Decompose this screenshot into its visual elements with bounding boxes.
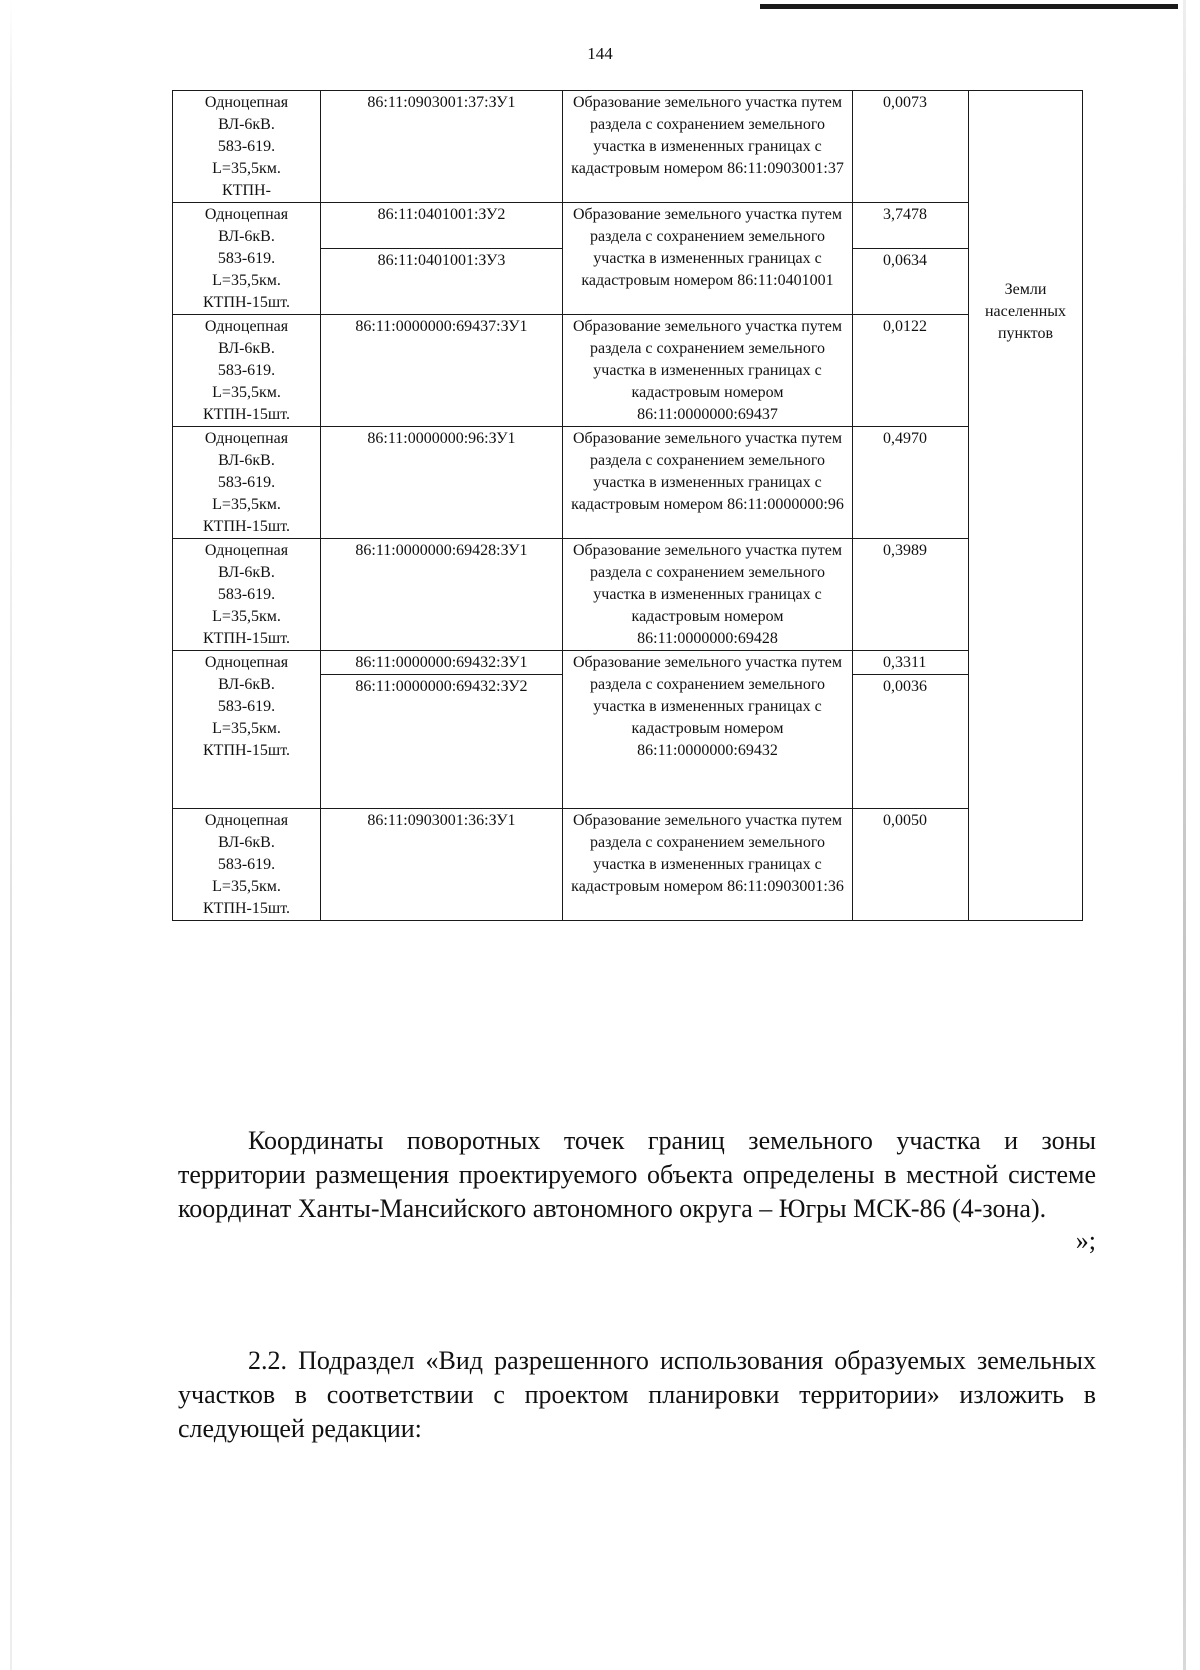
- plot-area-cell: 0,0634: [853, 249, 969, 315]
- table-row: [173, 315, 1083, 427]
- table-row: [173, 809, 1083, 921]
- object-cell: Одноцепная ВЛ-6кВ. 583-619. L=35,5км. КТПН-15шт.: [173, 427, 321, 539]
- scan-edge-right: [1183, 0, 1186, 1670]
- plot-area-cell: 0,3311: [853, 651, 969, 675]
- plot-number-cell: 86:11:0401001:ЗУ2: [321, 203, 563, 249]
- land-category-cell: Земли населенных пунктов: [969, 91, 1083, 921]
- plot-number-cell: 86:11:0401001:ЗУ3: [321, 249, 563, 315]
- table-row: [173, 651, 1083, 675]
- plot-number-cell: 86:11:0000000:69437:ЗУ1: [321, 315, 563, 427]
- object-cell: Одноцепная ВЛ-6кВ. 583-619. L=35,5км. КТПН-15шт.: [173, 203, 321, 315]
- plot-area-cell: 0,0036: [853, 675, 969, 809]
- formation-method-cell: Образование земельного участка путем раздела с сохранением земельного участка в измененных границах с кадастровым номером 86:11:0903001:36: [563, 809, 853, 921]
- page-number: 144: [587, 44, 613, 63]
- subsection-2-2-paragraph: 2.2. Подраздел «Вид разрешенного использования образуемых земельных участков в соответствии с проектом планировки территории» изложить в следующей редакции:: [178, 1346, 1096, 1443]
- formation-method-cell: Образование земельного участка путем раздела с сохранением земельного участка в измененных границах с кадастровым номером 86:11:0000000:69437: [563, 315, 853, 427]
- plot-number-cell: 86:11:0000000:69432:ЗУ2: [321, 675, 563, 809]
- plot-area-cell: 0,4970: [853, 427, 969, 539]
- table-row: [173, 203, 1083, 249]
- formation-method-cell: Образование земельного участка путем раздела с сохранением земельного участка в измененных границах с кадастровым номером 86:11:0401001: [563, 203, 853, 315]
- plot-area-cell: 0,0073: [853, 91, 969, 203]
- table-row: [173, 427, 1083, 539]
- object-cell: Одноцепная ВЛ-6кВ. 583-619. L=35,5км. КТПН-15шт.: [173, 315, 321, 427]
- top-rule: [760, 4, 1178, 9]
- plot-area-cell: 0,3989: [853, 539, 969, 651]
- table-row: [173, 539, 1083, 651]
- plot-area-cell: 3,7478: [853, 203, 969, 249]
- coordinates-paragraph: Координаты поворотных точек границ земельного участка и зоны территории размещения проектируемого объекта определены в местной системе координат Ханты-Мансийского автономного округа – Югры МСК-86 (4-зона).: [178, 1126, 1096, 1223]
- land-plots-table: [172, 90, 1083, 921]
- table-row: [173, 91, 1083, 203]
- formation-method-cell: Образование земельного участка путем раздела с сохранением земельного участка в измененных границах с кадастровым номером 86:11:0000000:69432: [563, 651, 853, 809]
- plot-number-cell: 86:11:0000000:69432:ЗУ1: [321, 651, 563, 675]
- plot-area-cell: 0,0050: [853, 809, 969, 921]
- object-cell: Одноцепная ВЛ-6кВ. 583-619. L=35,5км. КТПН-15шт.: [173, 539, 321, 651]
- object-cell: Одноцепная ВЛ-6кВ. 583-619. L=35,5км. КТПН-15шт.: [173, 651, 321, 809]
- closing-quote: »;: [1075, 1226, 1096, 1255]
- formation-method-cell: Образование земельного участка путем раздела с сохранением земельного участка в измененных границах с кадастровым номером 86:11:0000000:96: [563, 427, 853, 539]
- formation-method-cell: Образование земельного участка путем раздела с сохранением земельного участка в измененных границах с кадастровым номером 86:11:0903001:37: [563, 91, 853, 203]
- plot-number-cell: 86:11:0000000:96:ЗУ1: [321, 427, 563, 539]
- object-cell: Одноцепная ВЛ-6кВ. 583-619. L=35,5км. КТПН-: [173, 91, 321, 203]
- plot-number-cell: 86:11:0000000:69428:ЗУ1: [321, 539, 563, 651]
- plot-number-cell: 86:11:0903001:37:ЗУ1: [321, 91, 563, 203]
- plot-number-cell: 86:11:0903001:36:ЗУ1: [321, 809, 563, 921]
- plot-area-cell: 0,0122: [853, 315, 969, 427]
- object-cell: Одноцепная ВЛ-6кВ. 583-619. L=35,5км. КТПН-15шт.: [173, 809, 321, 921]
- scan-edge-left: [10, 0, 12, 1670]
- formation-method-cell: Образование земельного участка путем раздела с сохранением земельного участка в измененных границах с кадастровым номером 86:11:0000000:69428: [563, 539, 853, 651]
